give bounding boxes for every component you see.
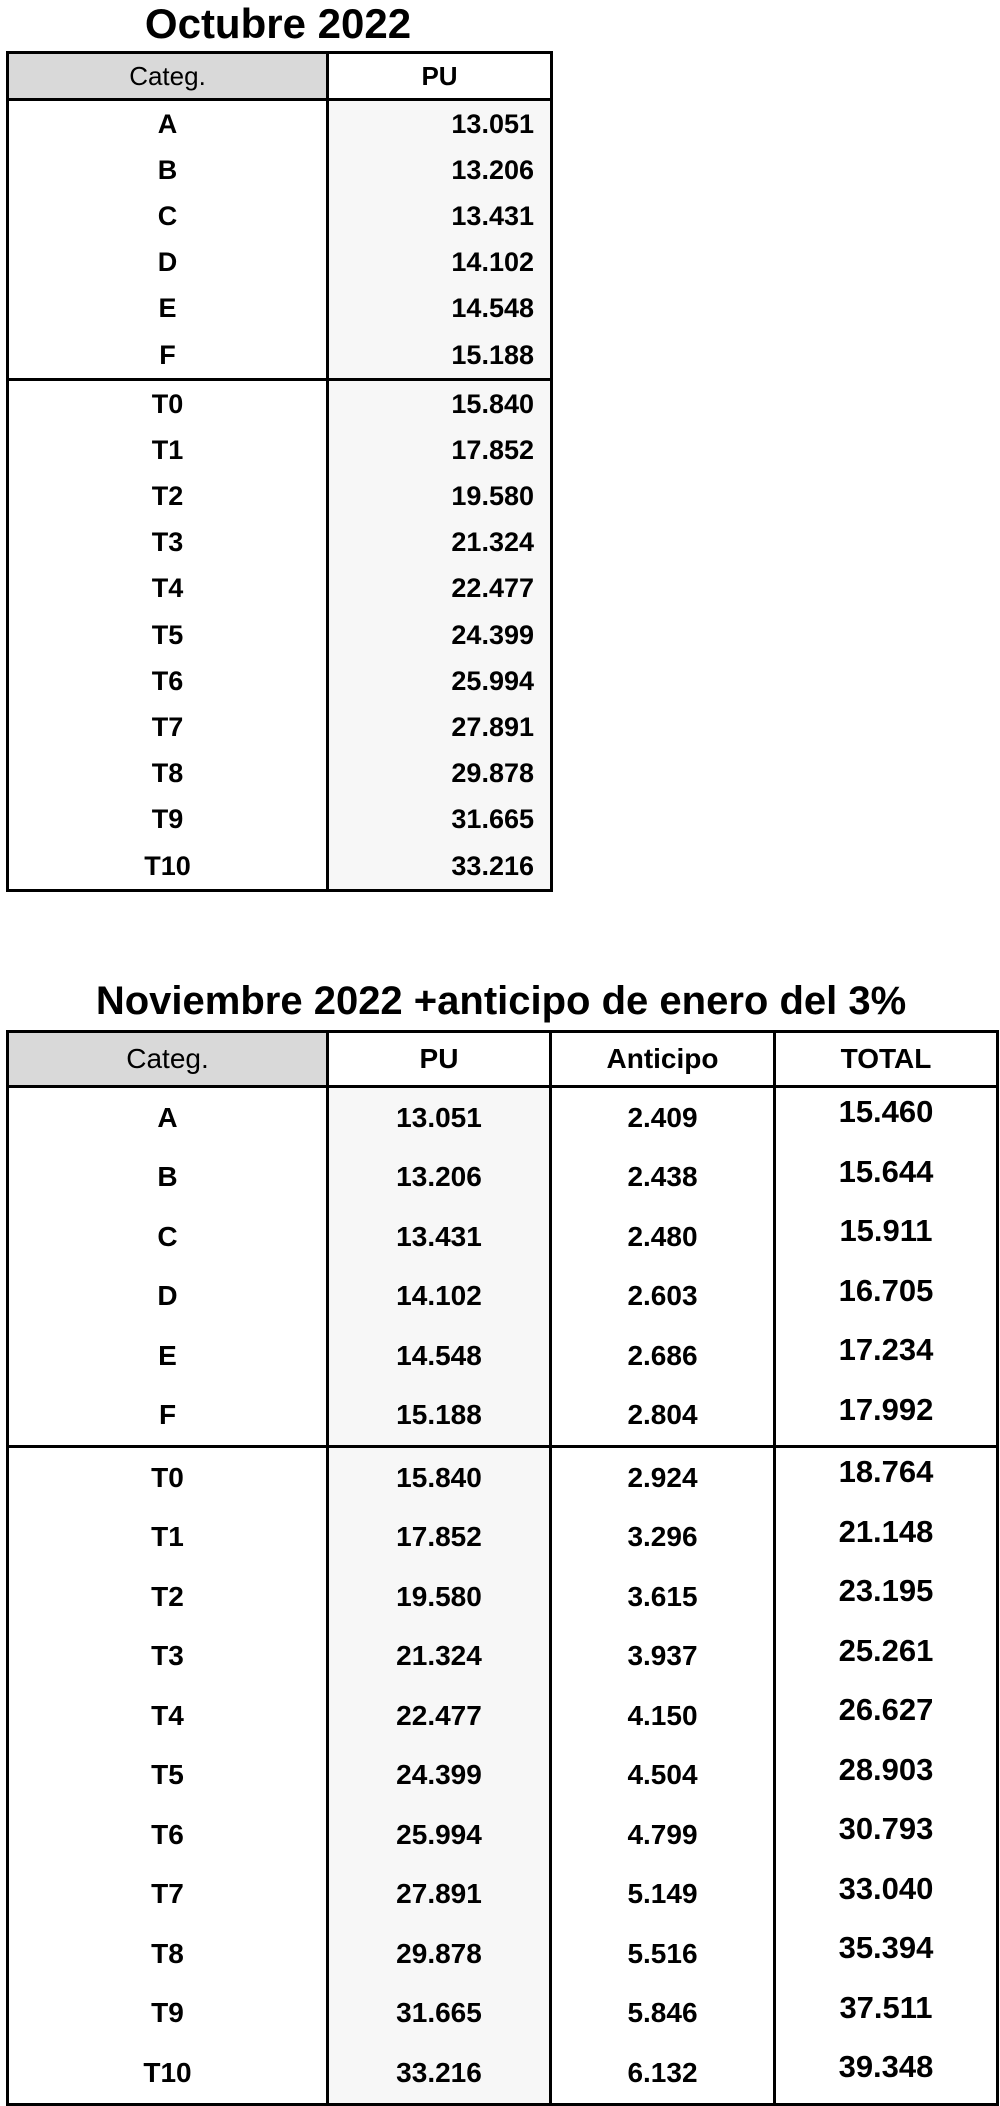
table-row <box>8 1865 998 1925</box>
pu-cell: 14.548 <box>328 1326 551 1386</box>
category-cell: T3 <box>151 527 184 558</box>
category-cell: T9 <box>151 804 184 835</box>
category-cell: T2 <box>151 481 184 512</box>
total-cell: 37.511 <box>775 1984 998 2044</box>
category-cell: T7 <box>151 1878 184 1910</box>
header-row <box>8 1032 998 1087</box>
category-cell: T4 <box>151 1699 184 1731</box>
pu-cell: 33.216 <box>328 2043 551 2104</box>
pu-cell: 14.548 <box>328 286 552 332</box>
anticipo-cell: 2.438 <box>551 1148 775 1208</box>
category-cell: T3 <box>151 1640 184 1672</box>
category-cell: C <box>157 1220 178 1252</box>
anticipo-cell: 4.150 <box>551 1686 775 1746</box>
table-row <box>8 1924 998 1984</box>
table-row <box>8 612 552 658</box>
pu-cell: 27.891 <box>328 704 552 750</box>
column-header-categ: Categ. <box>8 53 328 100</box>
anticipo-cell: 6.132 <box>551 2043 775 2104</box>
category-cell: A <box>157 108 178 139</box>
category-cell: T8 <box>151 758 184 789</box>
anticipo-cell: 2.924 <box>551 1447 775 1508</box>
header-row <box>8 53 552 100</box>
pu-cell: 15.840 <box>328 1447 551 1508</box>
column-header-pu: PU <box>328 1032 551 1087</box>
anticipo-cell: 2.686 <box>551 1326 775 1386</box>
table-row <box>8 427 552 473</box>
pu-cell: 13.051 <box>328 100 552 148</box>
pu-cell: 17.852 <box>328 1508 551 1568</box>
category-cell: T6 <box>151 1818 184 1850</box>
total-cell: 15.911 <box>775 1207 998 1267</box>
table-row <box>8 286 552 332</box>
column-header-categ: Categ. <box>8 1032 328 1087</box>
category-cell: T8 <box>151 1937 184 1969</box>
category-cell: T7 <box>151 712 184 743</box>
anticipo-cell: 5.846 <box>551 1984 775 2044</box>
anticipo-cell: 3.937 <box>551 1627 775 1687</box>
category-cell: B <box>157 1161 178 1193</box>
category-cell: T10 <box>143 2056 192 2088</box>
table-row <box>8 1148 998 1208</box>
table-row <box>8 1805 998 1865</box>
pu-cell: 15.188 <box>328 332 552 380</box>
column-header-total: TOTAL <box>775 1032 998 1087</box>
pu-cell: 15.840 <box>328 380 552 428</box>
table-row <box>8 2043 998 2104</box>
table-row <box>8 1508 998 1568</box>
category-cell: T4 <box>151 573 184 604</box>
table-row <box>8 193 552 239</box>
table-row <box>8 797 552 843</box>
category-cell: T0 <box>8 380 328 428</box>
pu-cell: 17.852 <box>328 427 552 473</box>
table-row <box>8 566 552 612</box>
category-cell: T0 <box>8 1447 328 1508</box>
category-cell: E <box>158 293 177 324</box>
category-cell: T5 <box>151 619 184 650</box>
pu-cell: 31.665 <box>328 797 552 843</box>
category-cell: E <box>158 1339 177 1371</box>
table-row <box>8 1686 998 1746</box>
total-cell: 15.460 <box>775 1087 998 1148</box>
category-cell: A <box>157 1101 178 1133</box>
category-cell: D <box>157 247 178 278</box>
pu-cell: 24.399 <box>328 612 552 658</box>
table-row <box>8 658 552 704</box>
pu-cell: 31.665 <box>328 1984 551 2044</box>
november-price-table <box>6 1030 999 2106</box>
anticipo-cell: 5.516 <box>551 1924 775 1984</box>
pu-cell: 29.878 <box>328 751 552 797</box>
table-row <box>8 1567 998 1627</box>
anticipo-cell: 4.504 <box>551 1746 775 1806</box>
pu-cell: 21.324 <box>328 520 552 566</box>
category-cell: T1 <box>151 434 184 465</box>
anticipo-cell: 2.804 <box>551 1386 775 1447</box>
table-row <box>8 751 552 797</box>
total-cell: 26.627 <box>775 1686 998 1746</box>
total-cell: 28.903 <box>775 1746 998 1806</box>
table-row <box>8 1087 998 1148</box>
category-cell: C <box>157 200 178 231</box>
table-row <box>8 1386 998 1447</box>
total-cell: 33.040 <box>775 1865 998 1925</box>
table-row <box>8 1746 998 1806</box>
pu-cell: 29.878 <box>328 1924 551 1984</box>
total-cell: 35.394 <box>775 1924 998 1984</box>
pu-cell: 13.206 <box>328 147 552 193</box>
table-row <box>8 147 552 193</box>
category-cell: T10 <box>144 850 191 881</box>
anticipo-cell: 5.149 <box>551 1865 775 1925</box>
table-row <box>8 1984 998 2044</box>
table-row <box>8 843 552 891</box>
category-cell: T9 <box>151 1997 184 2029</box>
category-cell: D <box>157 1280 178 1312</box>
column-header-pu: PU <box>328 53 552 100</box>
total-cell: 30.793 <box>775 1805 998 1865</box>
table-row <box>8 240 552 286</box>
total-cell: 18.764 <box>775 1447 998 1508</box>
anticipo-cell: 4.799 <box>551 1805 775 1865</box>
category-cell: F <box>158 1399 177 1431</box>
column-header-anticipo: Anticipo <box>551 1032 775 1087</box>
pu-cell: 22.477 <box>328 1686 551 1746</box>
anticipo-cell: 3.296 <box>551 1508 775 1568</box>
pu-cell: 13.206 <box>328 1148 551 1208</box>
category-cell: T1 <box>151 1521 184 1553</box>
total-cell: 17.234 <box>775 1326 998 1386</box>
total-cell: 15.644 <box>775 1148 998 1208</box>
pu-cell: 25.994 <box>328 1805 551 1865</box>
pu-cell: 13.051 <box>328 1087 551 1148</box>
category-cell: T2 <box>151 1580 184 1612</box>
total-cell: 23.195 <box>775 1567 998 1627</box>
table-row <box>8 380 552 428</box>
pu-cell: 21.324 <box>328 1627 551 1687</box>
table-row <box>8 1447 998 1508</box>
total-cell: 16.705 <box>775 1267 998 1327</box>
table-row <box>8 1207 998 1267</box>
pu-cell: 27.891 <box>328 1865 551 1925</box>
category-cell: T5 <box>151 1759 184 1791</box>
anticipo-cell: 2.409 <box>551 1087 775 1148</box>
total-cell: 21.148 <box>775 1508 998 1568</box>
table-row <box>8 1267 998 1327</box>
table-row <box>8 1627 998 1687</box>
table-row <box>8 1326 998 1386</box>
pu-cell: 15.188 <box>328 1386 551 1447</box>
table-row <box>8 332 552 380</box>
pu-cell: 24.399 <box>328 1746 551 1806</box>
october-table-title: Octubre 2022 <box>144 0 412 47</box>
table-row <box>8 100 552 148</box>
anticipo-cell: 2.480 <box>551 1207 775 1267</box>
pu-cell: 13.431 <box>328 1207 551 1267</box>
november-table-title: Noviembre 2022 +anticipo de enero del 3% <box>95 979 907 1023</box>
pu-cell: 19.580 <box>328 474 552 520</box>
pu-cell: 25.994 <box>328 658 552 704</box>
pu-cell: 22.477 <box>328 566 552 612</box>
table-row <box>8 520 552 566</box>
total-cell: 17.992 <box>775 1386 998 1447</box>
table-row <box>8 474 552 520</box>
category-cell: B <box>157 154 178 185</box>
pu-cell: 33.216 <box>328 843 552 891</box>
total-cell: 25.261 <box>775 1627 998 1687</box>
category-cell: T6 <box>151 665 184 696</box>
total-cell: 39.348 <box>775 2043 998 2104</box>
anticipo-cell: 2.603 <box>551 1267 775 1327</box>
pu-cell: 14.102 <box>328 240 552 286</box>
table-row <box>8 704 552 750</box>
category-cell: F <box>159 339 176 370</box>
october-price-table <box>6 51 553 892</box>
pu-cell: 13.431 <box>328 193 552 239</box>
pu-cell: 19.580 <box>328 1567 551 1627</box>
pu-cell: 14.102 <box>328 1267 551 1327</box>
anticipo-cell: 3.615 <box>551 1567 775 1627</box>
